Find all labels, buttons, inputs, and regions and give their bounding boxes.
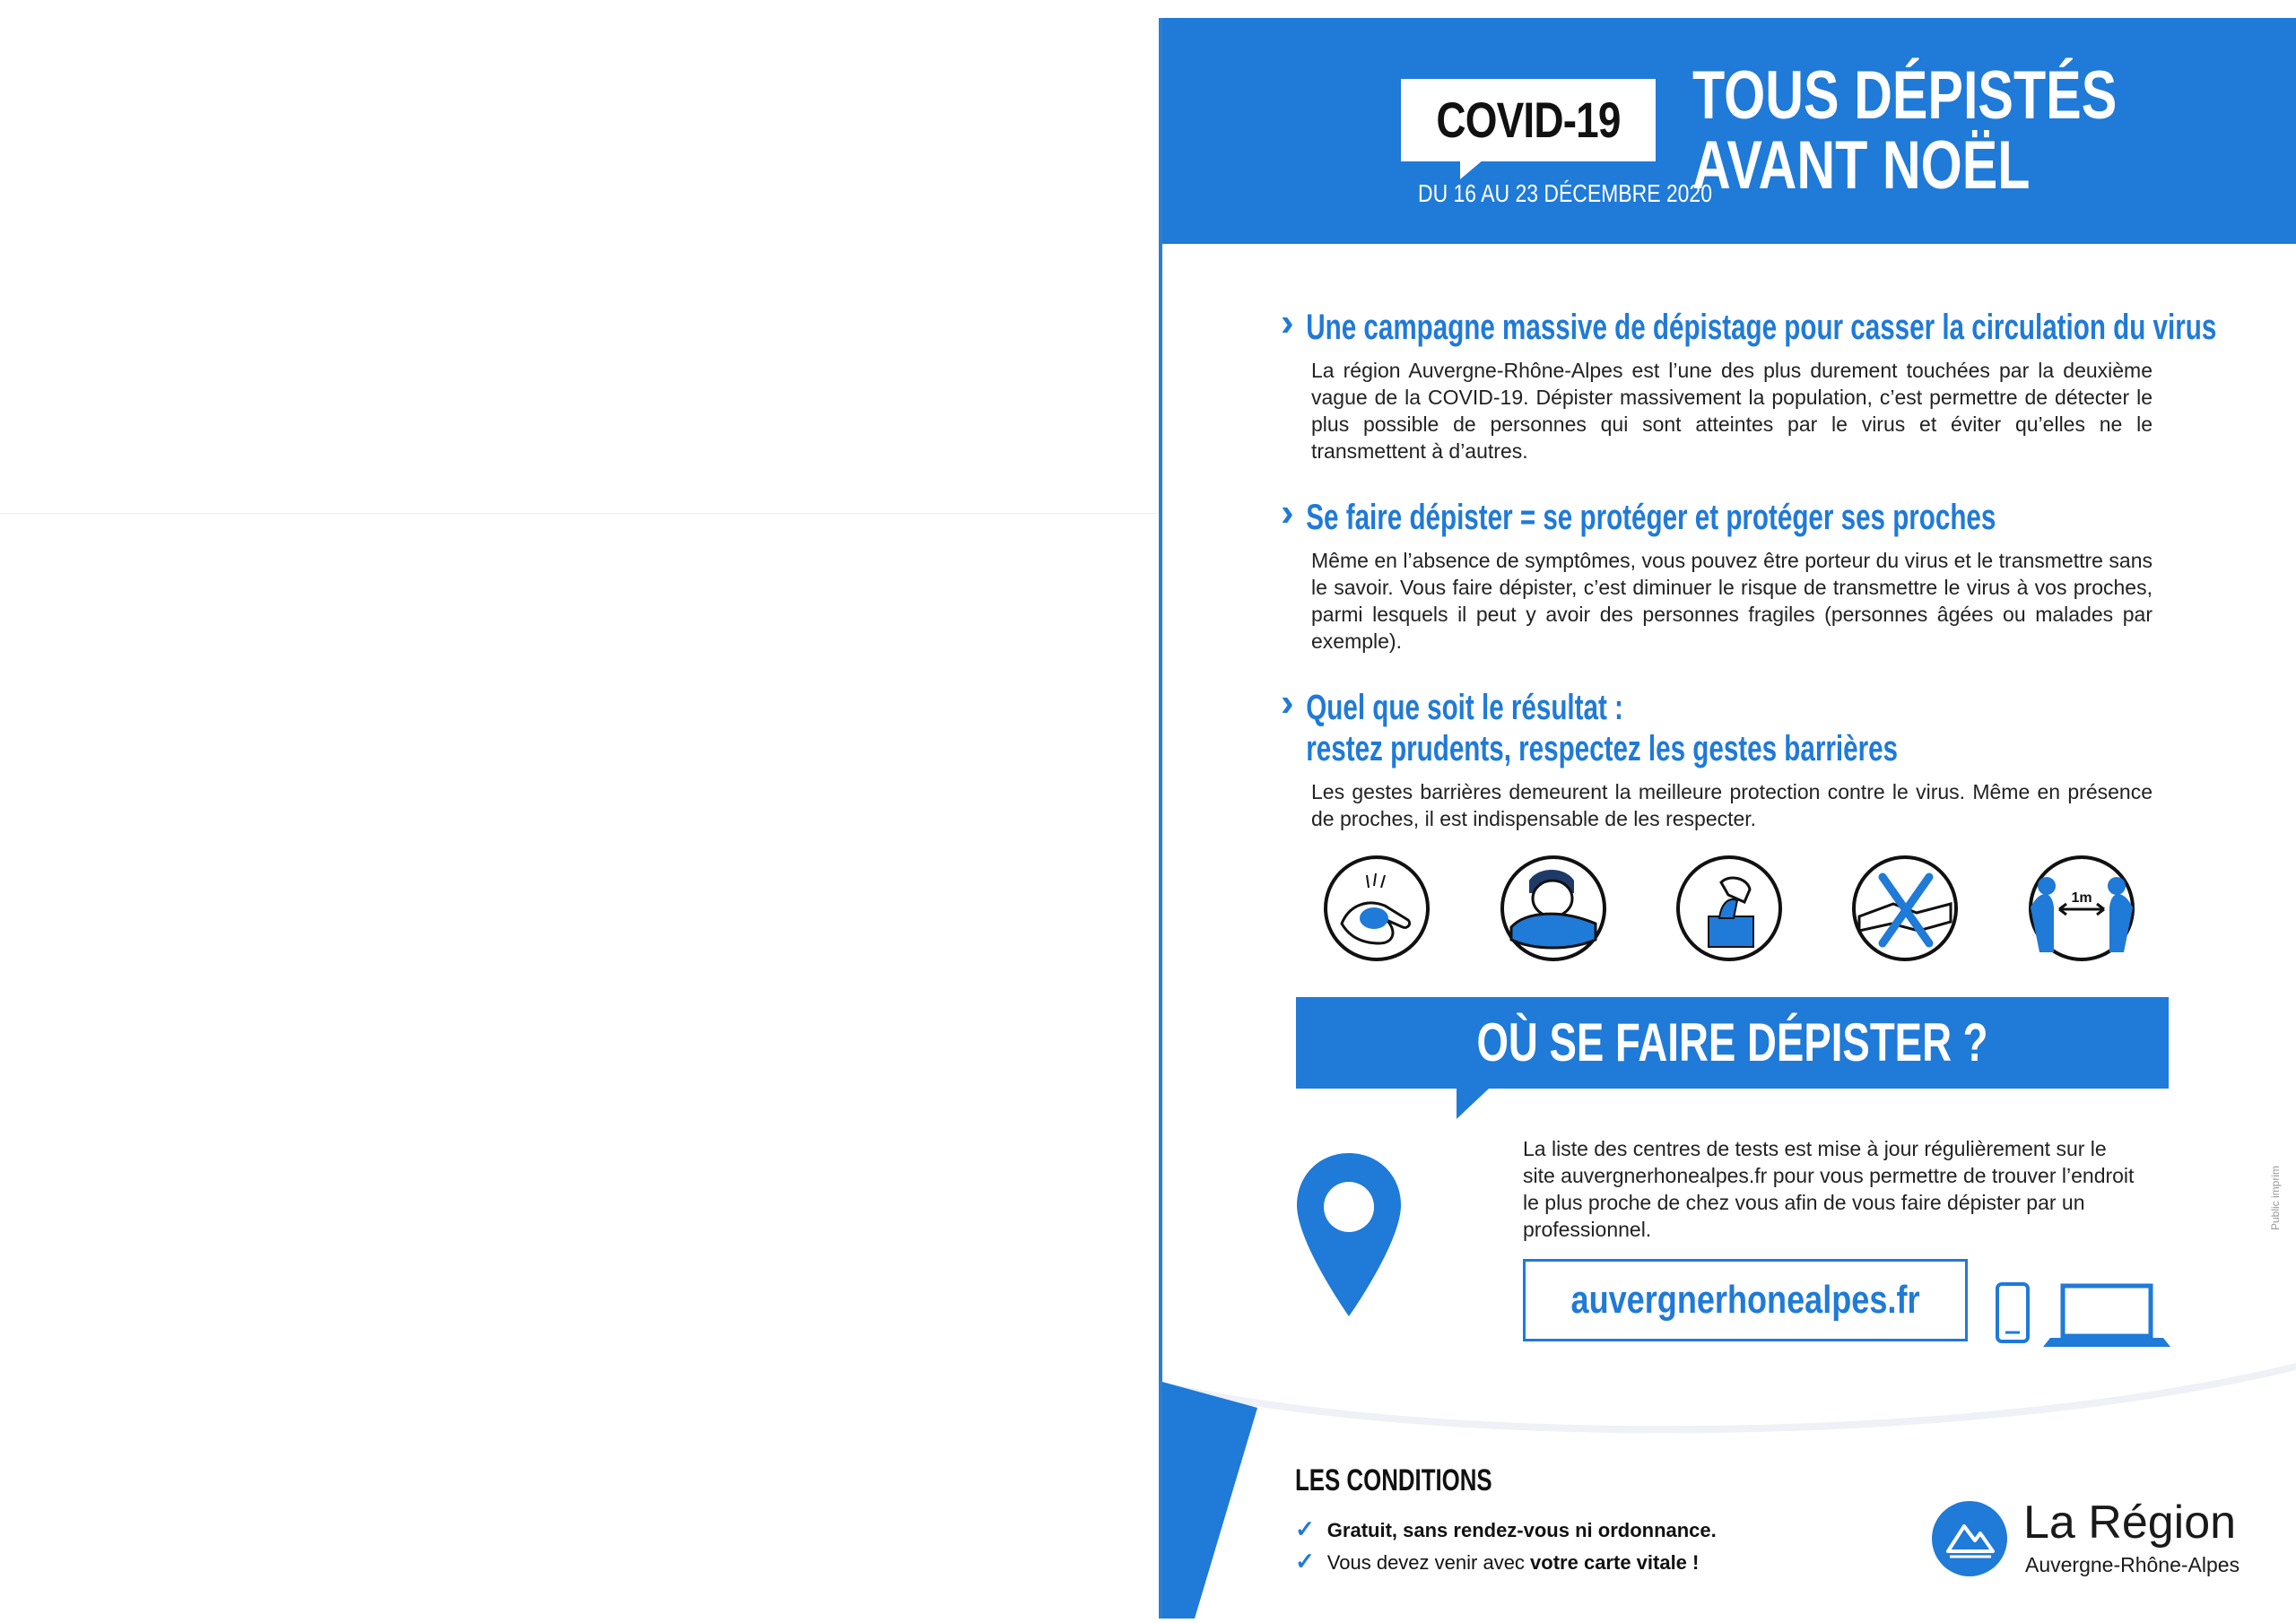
covid-badge-text: COVID-19 xyxy=(1436,91,1621,148)
conditions-title: LES CONDITIONS xyxy=(1295,1463,1492,1497)
distance-label: 1m xyxy=(2071,890,2092,906)
footer-blue-stripe xyxy=(1159,1381,1266,1619)
main-title xyxy=(1692,57,2118,204)
banner-speech-tail xyxy=(1457,1089,1489,1119)
section-body: La région Auvergne-Rhône-Alpes est l’une des plus durement touchées par la deuxième vague de la COVID-19. Dépister massivement la population, c’est permettre de détecter le plus possible de personnes qui sont atteintes par le virus et éviter qu’elles ne le transmettent à d’autres. xyxy=(1311,359,2152,463)
region-logo-icon xyxy=(1928,1497,2011,1580)
section-body: Même en l’absence de symptômes, vous pouvez être porteur du virus et le transmettre sans le savoir. Vous faire dépister, c’est diminuer le risque de transmettre le virus à vos proches, parmi lesquels il peut y avoir des personnes fragiles (personnes âgées ou malades par exemple). xyxy=(1311,549,2152,653)
website-url[interactable]: auvergnerhonealpes.fr xyxy=(1570,1278,1920,1322)
section-title-line1: Quel que soit le résultat : xyxy=(1306,688,1623,727)
hand-washing-icon xyxy=(1322,854,1431,963)
campaign-dates: DU 16 AU 23 DÉCEMBRE 2020 xyxy=(1418,179,1712,207)
website-link[interactable] xyxy=(1523,1259,1968,1341)
where-to-test-title: OÙ SE FAIRE DÉPISTER ? xyxy=(1476,1012,1988,1072)
page-fold-line xyxy=(0,513,1157,514)
test-centers-text: La liste des centres de tests est mise à jour régulièrement sur le site auvergnerhonealpes.fr pour vous permettre de trouver l’endroit le plus proche de chez vous afin de vous faire dépister par un professionnel. xyxy=(1523,1137,2135,1241)
laptop-icon xyxy=(2063,1286,2151,1336)
section-title: Se faire dépister = se protéger et protéger ses proches xyxy=(1306,498,1996,537)
chevron-right-icon: › xyxy=(1281,681,1294,725)
header-banner xyxy=(1159,18,2296,244)
section-title-line2: restez prudents, respectez les gestes barrières xyxy=(1306,729,1899,768)
where-to-test-banner xyxy=(1296,997,2169,1089)
location-pin-icon xyxy=(1293,1150,1405,1320)
distance-icon xyxy=(2027,854,2136,963)
section-title: Une campagne massive de dépistage pour casser la circulation du virus xyxy=(1306,308,2217,347)
devices-icon xyxy=(1995,1282,2174,1354)
chevron-right-icon: › xyxy=(1281,300,1294,344)
flyer xyxy=(1159,18,2296,1619)
checkmark-icon: ✓ xyxy=(1295,1548,1315,1575)
barrier-pictograms xyxy=(1322,854,2165,970)
covid-badge xyxy=(1401,79,1656,161)
brand-name: La Région xyxy=(2023,1497,2237,1549)
no-handshake-icon xyxy=(1850,854,1960,963)
section-protect xyxy=(1281,490,2152,655)
main-title-line2: AVANT NOËL xyxy=(1692,127,2031,204)
section-body: Les gestes barrières demeurent la meilleure protection contre le virus. Même en présence de proches, il est indispensable de les respecter. xyxy=(1311,780,2152,830)
flyer-left-edge xyxy=(1159,18,1162,1619)
main-title-line1: TOUS DÉPISTÉS xyxy=(1692,57,2118,134)
condition-free-text: Gratuit, sans rendez-vous ni ordonnance. xyxy=(1326,1519,1717,1541)
tissue-icon xyxy=(1674,854,1784,963)
section-barrier-gestures xyxy=(1281,681,2152,832)
badge-speech-tail xyxy=(1460,160,1483,179)
footer-wave xyxy=(1159,1363,2296,1480)
brand-subtitle: Auvergne-Rhône-Alpes xyxy=(2025,1553,2240,1576)
condition-free xyxy=(1295,1515,1717,1543)
section-campaign xyxy=(1281,300,2217,464)
condition-vitale-prefix: Vous devez venir avec xyxy=(1326,1551,1531,1574)
condition-vitale-card xyxy=(1295,1548,1699,1575)
cough-in-elbow-icon xyxy=(1499,854,1608,963)
printer-mark: Public imprim xyxy=(2269,1165,2282,1230)
condition-vitale-bold: votre carte vitale ! xyxy=(1530,1551,1700,1574)
checkmark-icon: ✓ xyxy=(1295,1515,1315,1542)
chevron-right-icon: › xyxy=(1281,490,1294,534)
